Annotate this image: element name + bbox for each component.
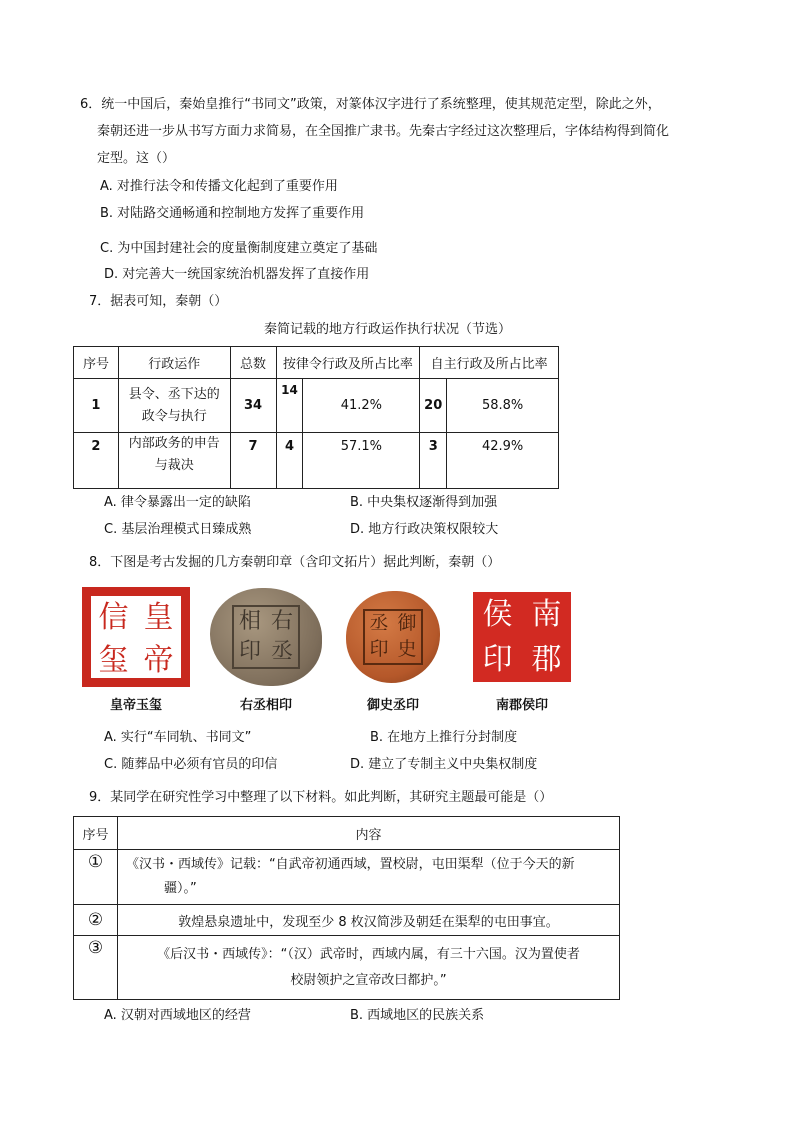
q9-row1-content — [117, 850, 619, 905]
q7-option-d: D. 地方行政决策权限较大 — [350, 522, 499, 537]
seal3-char2: 御 — [397, 612, 417, 634]
q7-row1-op-line2: 政令与执行 — [141, 408, 207, 424]
table-row — [74, 433, 559, 489]
seal1-char3: 玺 — [98, 643, 129, 678]
q6-stem-line3: 定型。这（） — [97, 151, 176, 166]
seal1-char1: 信 — [98, 600, 129, 635]
q7-row2-law-count: 4 — [276, 433, 303, 489]
seal2-char3: 印 — [238, 639, 261, 664]
q7-option-a: A. 律令暴露出一定的缺陷 — [104, 495, 251, 510]
seal2-char4: 丞 — [270, 639, 293, 664]
seal2-char1: 相 — [238, 609, 261, 634]
q9-row2-content: 敦煌悬泉遗址中，发现至少 8 枚汉简涉及朝廷在渠犁的屯田事宜。 — [117, 905, 619, 936]
q7-option-c: C. 基层治理模式日臻成熟 — [104, 522, 252, 537]
q7-row2-law-percent: 57.1% — [303, 433, 420, 489]
q7-table — [73, 346, 559, 489]
q7-row1-op — [118, 379, 230, 433]
q7-row1-total: 34 — [230, 379, 276, 433]
q7-row1-op-line1: 县令、丞下达的 — [128, 386, 220, 402]
q9-row1-no: ① — [74, 850, 118, 905]
q9-header-content: 内容 — [117, 817, 619, 850]
q7-row2-self-count: 3 — [420, 433, 447, 489]
q9-row1-line1: 《汉书・西域传》记载：“自武帝初通西域，置校尉，屯田渠犁（位于今天的新 — [125, 857, 575, 872]
q9-stem: 9．某同学在研究性学习中整理了以下材料。如此判断，其研究主题最可能是（） — [89, 790, 553, 805]
q7-row2-no: 2 — [74, 433, 119, 489]
seal4-char1: 侯 — [482, 597, 513, 632]
q6-option-b: B. 对陆路交通畅通和控制地方发挥了重要作用 — [100, 206, 365, 221]
q9-table — [73, 816, 620, 1000]
q7-header-total: 总数 — [230, 347, 276, 379]
seal-image-emperor — [76, 582, 196, 692]
q9-option-b: B. 西域地区的民族关系 — [350, 1008, 485, 1023]
seal2-char2: 右 — [270, 609, 293, 634]
seal-image-censor — [333, 582, 453, 692]
seal-caption-emperor: 皇帝玉玺 — [109, 698, 162, 713]
seal-caption-right-chancellor: 右丞相印 — [239, 698, 292, 713]
q9-row2-no: ② — [74, 905, 118, 936]
q7-row1-no: 1 — [74, 379, 119, 433]
seal4-char2: 南 — [531, 597, 562, 632]
q9-header-no: 序号 — [74, 817, 118, 850]
q7-row2-op-line1: 内部政务的申告 — [128, 436, 220, 451]
q9-row3-line1: 《后汉书・西域传》：“（汉）武帝时，西域内属，有三十六国。汉为置使者 — [157, 946, 580, 962]
q7-row2-self-percent: 42.9% — [447, 433, 559, 489]
seal3-char1: 丞 — [369, 612, 389, 634]
q7-table-title: 秦简记载的地方行政运作执行状况（节选） — [264, 322, 512, 337]
seal1-char4: 帝 — [143, 643, 174, 678]
q6-option-a: A. 对推行法令和传播文化起到了重要作用 — [100, 179, 338, 194]
seal-caption-nanjun: 南郡侯印 — [495, 698, 548, 713]
seal-image-right-chancellor — [206, 582, 326, 692]
q6-option-d: D. 对完善大一统国家统治机器发挥了直接作用 — [104, 267, 370, 282]
q7-row1-self-count: 20 — [420, 379, 447, 433]
seal-image-nanjun — [462, 582, 582, 692]
q8-option-d: D. 建立了专制主义中央集权制度 — [350, 757, 538, 772]
q8-option-a: A. 实行“车同轨、书同文” — [104, 730, 252, 745]
q7-row1-law-count: 14 — [276, 379, 303, 433]
seal4-char3: 印 — [482, 642, 513, 677]
q7-header-no: 序号 — [74, 347, 119, 379]
q9-row3-no: ③ — [74, 936, 118, 1000]
q7-header-self: 自主行政及所占比率 — [420, 347, 559, 379]
q6-stem-line2: 秦朝还进一步从书写方面力求简易，在全国推广隶书。先秦古字经过这次整理后，字体结构得到简化 — [97, 124, 670, 139]
q8-option-c: C. 随葬品中必须有官员的印信 — [104, 757, 278, 772]
q9-row1-line2: 疆）。” — [163, 881, 197, 896]
seal3-char4: 史 — [397, 638, 417, 660]
q6-stem-line1: 6．统一中国后，秦始皇推行“书同文”政策，对篆体汉字进行了系统整理，使其规范定型，除此之外， — [80, 97, 661, 112]
q7-row1-law-percent: 41.2% — [303, 379, 420, 433]
q8-stem: 8．下图是考古发掘的几方秦朝印章（含印文拓片）据此判断，秦朝（） — [89, 555, 501, 570]
table-row — [74, 379, 559, 433]
q9-row3-content — [117, 936, 619, 1000]
q6-option-c: C. 为中国封建社会的度量衡制度建立奠定了基础 — [100, 241, 378, 256]
q7-stem: 7．据表可知，秦朝（） — [89, 294, 228, 309]
q7-row1-self-percent: 58.8% — [447, 379, 559, 433]
q7-header-op: 行政运作 — [118, 347, 230, 379]
q9-row3-line2: 校尉领护之宣帝改曰都护。” — [290, 972, 447, 988]
table-row — [74, 850, 620, 905]
seal4-char4: 郡 — [531, 642, 562, 677]
seal3-char3: 印 — [369, 638, 389, 660]
table-row — [74, 905, 620, 936]
seal-caption-censor: 御史丞印 — [366, 698, 419, 713]
q7-row2-total: 7 — [230, 433, 276, 489]
q7-row2-op-line2: 与裁决 — [154, 458, 194, 473]
table-row — [74, 936, 620, 1000]
seal1-char2: 皇 — [143, 600, 174, 635]
q7-row2-op — [118, 433, 230, 489]
q7-header-law: 按律令行政及所占比率 — [276, 347, 420, 379]
q9-option-a: A. 汉朝对西域地区的经营 — [104, 1008, 251, 1023]
q8-option-b: B. 在地方上推行分封制度 — [370, 730, 518, 745]
q7-option-b: B. 中央集权逐渐得到加强 — [350, 495, 498, 510]
